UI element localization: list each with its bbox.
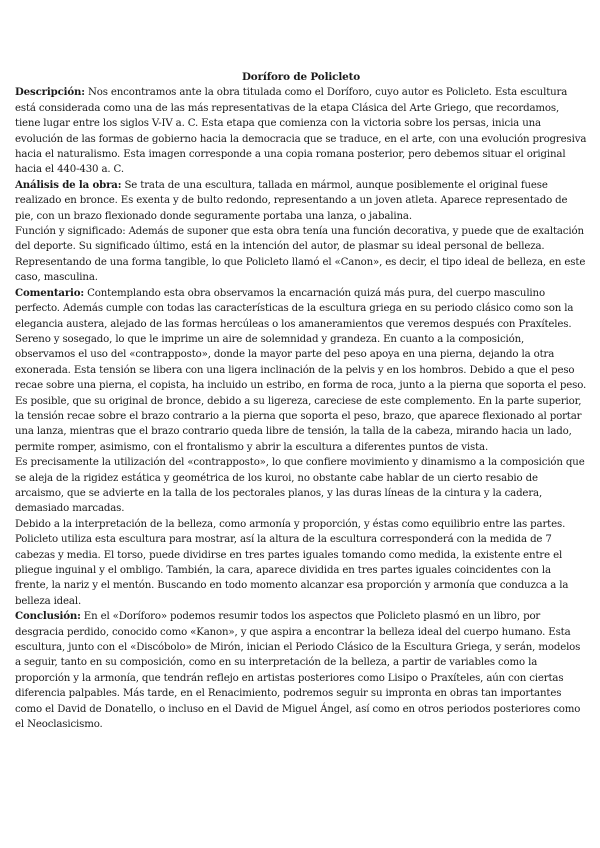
paragraph-funcion <box>15 224 587 286</box>
paragraph-descripcion <box>15 85 587 177</box>
section-text: Se trata de una escultura, tallada en mármol, aunque posiblemente el original fuese realizado en bronce. Es exenta y de bulto redondo, representando a un joven atleta. Aparece representado de pie, con un brazo flexionado donde seguramente portaba una lanza, o jabalina. <box>15 179 568 222</box>
section-label: Análisis de la obra: <box>15 178 122 191</box>
document-title: Doríforo de Policleto <box>241 71 361 83</box>
section-text: En el «Doríforo» podemos resumir todos los aspectos que Policleto plasmó en un libro, por desgracia perdido, conocido como «Kanon», y que aspira a encontrar la belleza ideal del cuerpo humano. Esta escultura, junto con el «Discóbolo» de Mirón, inician el Periodo Clásico de la Escultura Griega, y serán, modelos a seguir, tanto en su composición, como en su interpretación de la belleza, a partir de variables como la proporción y la armonía, que tendrán reflejo en artistas posteriores como Lisipo o Praxíteles, aún con ciertas diferencia palpables. Más tarde, en el Renacimiento, podremos seguir su impronta en obras tan importantes como el David de Donatello, o incluso en el David de Miguel Ángel, así como en otros periodos posteriores como el Neoclasicismo. <box>15 611 581 731</box>
section-label: Conclusión: <box>15 610 81 623</box>
section-text: Debido a la interpretación de la belleza, como armonía y proporción, y éstas como equilibrio entre las partes. Policleto utiliza esta escultura para mostrar, así la altura de la escultura corresponderá con la medida de 7 cabezas y media. El torso, puede dividirse en tres partes iguales tomando como medida, la existente entre el pliegue inguinal y el ombligo. También, la cara, aparece dividida en tres partes iguales coincidentes con la frente, la nariz y el mentón. Buscando en todo momento alcanzar esa proporción y armonía que conduzca a la belleza ideal. <box>15 518 569 607</box>
section-label: Descripción: <box>15 86 85 99</box>
paragraph-proporcion <box>15 517 587 609</box>
section-text: Contemplando esta obra observamos la encarnación quizá más pura, del cuerpo masculino perfecto. Además cumple con todas las características de la escultura griega en su periodo clásico como son la elegancia austera, alejado de las formas hercúleas o los amaneramientos que veremos después con Praxíteles. Sereno y sosegado, lo que le imprime un aire de solemnidad y grandeza. En cuanto a la composición, observamos el uso del «contrapposto», donde la mayor parte del peso apoya en una pierna, dejando la otra exonerada. Esta tensión se libera con una ligera inclinación de la pelvis y en los hombros. Debido a que el peso recae sobre una pierna, el copista, ha incluido un estribo, en forma de roca, junto a la pierna que soporta el peso. Es posible, que su original de bronce, debido a su ligereza, careciese de este complemento. En la parte superior, la tensión recae sobre el brazo contrario a la pierna que soporta el peso, brazo, que aparece flexionado al portar una lanza, mientras que el brazo contrario queda libre de tensión, la talla de la cabeza, mirando hacia un lado, permite romper, asimismo, con el frontalismo y abrir la escultura a diferentes puntos de vista. <box>15 287 587 453</box>
paragraph-comentario <box>15 286 587 455</box>
section-label: Comentario: <box>15 286 85 299</box>
section-text: Es precisamente la utilización del «contrapposto», lo que confiere movimiento y dinamismo a la composición que se aleja de la rigidez estática y geométrica de los kuroi, no obstante cabe hablar de un cierto resabio de arcaismo, que se advierte en la talla de los pectorales planos, y las duras líneas de la cintura y la cadera, demasiado marcadas. <box>15 457 585 515</box>
paragraph-analisis <box>15 178 587 224</box>
section-text: Función y significado: Además de suponer que esta obra tenía una función decorativa, y puede que de exaltación del deporte. Su significado último, está en la intención del autor, de plasmar su ideal personal de belleza. Representando de una forma tangible, lo que Policleto llamó el «Canon», es decir, el tipo ideal de belleza, en este caso, masculina. <box>15 226 586 284</box>
paragraph-contrapposto <box>15 455 587 517</box>
section-text: Nos encontramos ante la obra titulada como el Doríforo, cuyo autor es Policleto. Esta escultura está considerada como una de las más representativas de la etapa Clásica del Arte Griego, que recordamos, tiene lugar entre los siglos V-IV a. C. Esta etapa que comienza con la victoria sobre los persas, inicia una evolución de las formas de gobierno hacia la democracia que se traduce, en el arte, con una evolución progresiva hacia el naturalismo. Esta imagen corresponde a una copia romana posterior, pero debemos situar el original hacia el 440-430 a. C. <box>15 87 587 176</box>
document-page <box>15 70 587 732</box>
paragraph-conclusion <box>15 609 587 732</box>
